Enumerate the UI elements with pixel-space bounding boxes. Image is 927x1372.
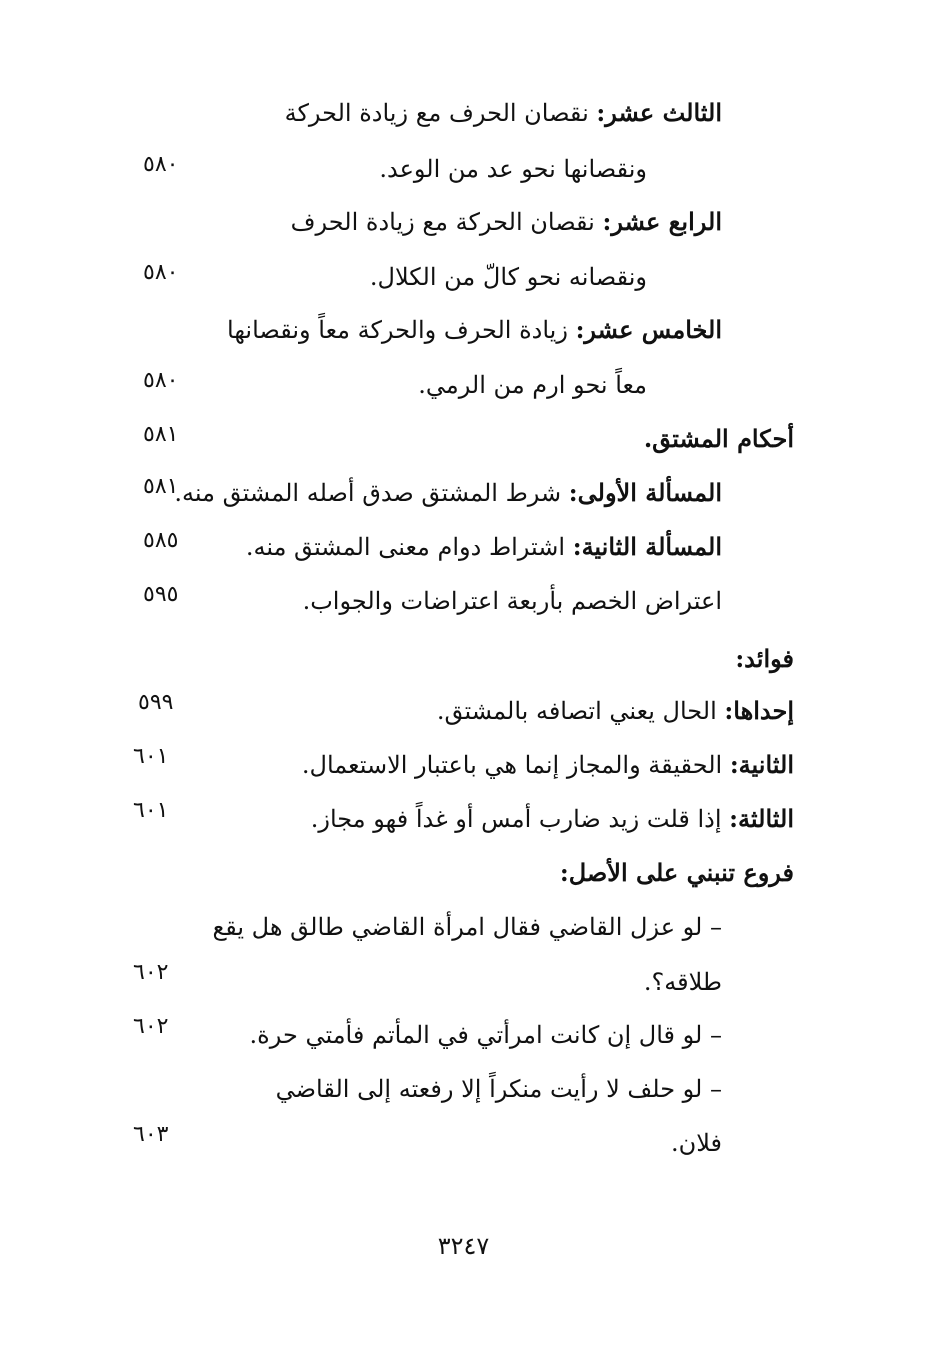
entry-line: الثالث عشر: نقصان الحرف مع زيادة الحركة [284,98,722,127]
entry-line: الرابع عشر: نقصان الحركة مع زيادة الحرف [290,207,722,236]
page-ref: ٦٠١ [133,744,169,769]
page-ref: ٥٨٠ [143,260,179,285]
entry-line: المسألة الثانية: اشتراط دوام معنى المشتق منه. [245,532,722,561]
entry-line: إحداها: الحال يعني اتصافه بالمشتق. [436,696,794,725]
page-ref: ٦٠٢ [133,1014,169,1039]
entry-line: الخامس عشر: زيادة الحرف والحركة معاً ونقصانها [227,315,722,344]
page-ref: ٥٨٠ [143,152,179,177]
page-ref: ٥٩٩ [138,690,174,715]
page-ref: ٥٨٠ [143,368,179,393]
page-ref: ٥٨٥ [143,528,179,553]
entry-line: – لو عزل القاضي فقال امرأة القاضي طالق هل يقع [212,913,722,941]
entry-line: الثانية: الحقيقة والمجاز إنما هي باعتبار الاستعمال. [301,750,794,779]
page-ref: ٦٠٣ [133,1122,169,1147]
page-ref: ٥٨١ [143,474,179,499]
entry-line: طلاقه؟. [643,968,722,996]
page-ref: ٦٠٢ [133,960,169,985]
entry-line: اعتراض الخصم بأربعة اعتراضات والجواب. [302,587,722,615]
entry-line: – لو حلف لا رأيت منكراً إلا رفعته إلى القاضي [275,1075,722,1103]
section-heading: فروع تنبني على الأصل: [559,858,794,887]
page-ref: ٥٨١ [143,422,179,447]
entry-line: – لو قال إن كانت امرأتي في المأتم فأمتي حرة. [249,1021,722,1049]
section-heading: أحكام المشتق. [643,424,794,453]
entry-line: المسألة الأولى: شرط المشتق صدق أصله المشتق منه. [174,478,722,507]
entry-line: ونقصانها نحو عد من الوعد. [379,155,647,183]
entry-line: ونقصانه نحو كالّ من الكلال. [369,263,647,291]
entry-line: فلان. [670,1129,722,1157]
section-heading: فوائد: [735,644,794,673]
entry-line: معاً نحو ارم من الرمي. [418,371,647,399]
page-number: ٣٢٤٧ [437,1232,490,1260]
entry-line: الثالثة: إذا قلت زيد ضارب أمس أو غداً فهو مجاز. [310,804,794,833]
page-ref: ٦٠١ [133,798,169,823]
page-ref: ٥٩٥ [143,582,179,607]
